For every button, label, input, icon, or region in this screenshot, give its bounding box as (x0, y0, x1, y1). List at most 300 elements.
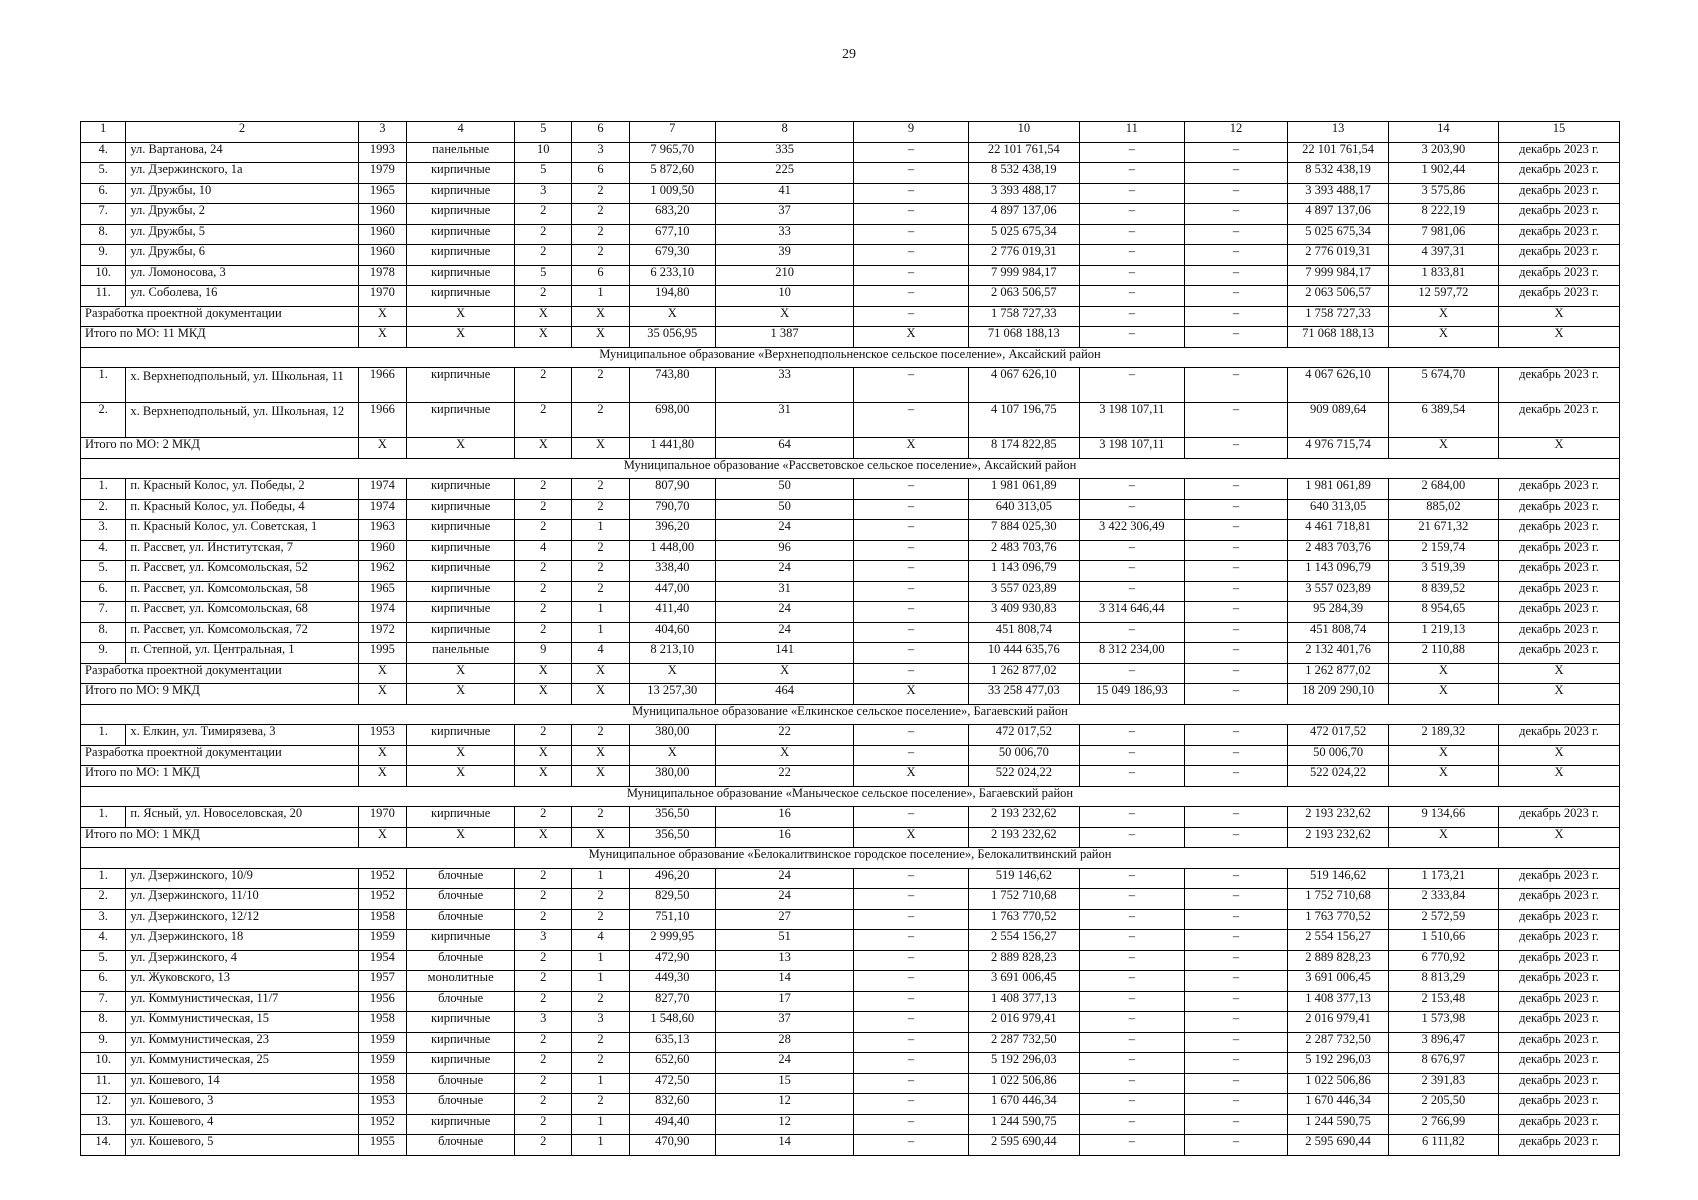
table-cell: 4 461 718,81 (1288, 520, 1388, 541)
row-number: 4. (81, 930, 126, 951)
table-cell: 3 393 488,17 (968, 183, 1079, 204)
table-cell: 64 (716, 438, 854, 459)
table-cell: 1970 (358, 807, 407, 828)
table-cell: X (407, 306, 515, 327)
table-cell: – (1184, 950, 1288, 971)
table-cell: 1 244 590,75 (1288, 1114, 1388, 1135)
table-cell: 7 999 984,17 (968, 265, 1079, 286)
address-cell: ул. Коммунистическая, 11/7 (126, 991, 358, 1012)
table-cell: 2 (515, 1053, 572, 1074)
table-cell: 3 691 006,45 (1288, 971, 1388, 992)
table-cell: 2 (572, 540, 629, 561)
table-cell: – (1079, 745, 1184, 766)
row-number: 2. (81, 403, 126, 438)
municipality-title: Муниципальное образование «Елкинское сельское поселение», Багаевский район (81, 704, 1620, 725)
table-cell: 698,00 (629, 403, 715, 438)
table-cell: 1 573,98 (1388, 1012, 1498, 1033)
table-cell: 8 312 234,00 (1079, 643, 1184, 664)
row-number: 6. (81, 971, 126, 992)
table-cell: – (854, 807, 968, 828)
table-cell: 1959 (358, 930, 407, 951)
table-cell: – (854, 889, 968, 910)
table-cell: 3 409 930,83 (968, 602, 1079, 623)
address-cell: ул. Дружбы, 6 (126, 245, 358, 266)
table-cell: 743,80 (629, 368, 715, 403)
table-cell: – (1184, 766, 1288, 787)
table-cell: 2 193 232,62 (968, 807, 1079, 828)
table-cell: блочные (407, 950, 515, 971)
address-cell: п. Ясный, ул. Новоселовская, 20 (126, 807, 358, 828)
table-cell: – (1079, 1114, 1184, 1135)
table-cell: 1 (572, 622, 629, 643)
table-cell: декабрь 2023 г. (1498, 622, 1619, 643)
table-cell: – (854, 1073, 968, 1094)
table-cell: кирпичные (407, 622, 515, 643)
table-cell: – (1184, 499, 1288, 520)
table-cell: 2 (515, 403, 572, 438)
table-cell: – (1079, 909, 1184, 930)
table-cell: 1 548,60 (629, 1012, 715, 1033)
table-cell: – (1079, 142, 1184, 163)
table-cell: 2 (572, 991, 629, 1012)
table-cell: 2 (572, 1094, 629, 1115)
table-cell: 2 (515, 224, 572, 245)
row-number: 5. (81, 561, 126, 582)
table-cell: 1958 (358, 1012, 407, 1033)
table-cell: – (854, 868, 968, 889)
table-cell: – (854, 540, 968, 561)
address-cell: п. Красный Колос, ул. Победы, 4 (126, 499, 358, 520)
table-cell: 2 333,84 (1388, 889, 1498, 910)
table-cell: 2 391,83 (1388, 1073, 1498, 1094)
table-cell: – (1184, 368, 1288, 403)
table-cell: 4 (515, 540, 572, 561)
table-cell: – (854, 663, 968, 684)
summary-row (81, 766, 1620, 787)
table-row (81, 991, 1620, 1012)
address-cell: ул. Дзержинского, 4 (126, 950, 358, 971)
table-cell: 1 448,00 (629, 540, 715, 561)
table-cell: 50 (716, 499, 854, 520)
table-cell: X (358, 766, 407, 787)
table-cell: 338,40 (629, 561, 715, 582)
table-cell: 1 408 377,13 (1288, 991, 1388, 1012)
table-cell: 2 (572, 581, 629, 602)
table-cell: X (572, 438, 629, 459)
table-cell: 472 017,52 (968, 725, 1079, 746)
table-cell: X (1498, 745, 1619, 766)
table-cell: 677,10 (629, 224, 715, 245)
column-header: 11 (1079, 122, 1184, 143)
table-cell: 1970 (358, 286, 407, 307)
table-cell: блочные (407, 1073, 515, 1094)
table-cell: – (1184, 183, 1288, 204)
table-cell: 1 262 877,02 (968, 663, 1079, 684)
column-header: 6 (572, 122, 629, 143)
summary-row (81, 684, 1620, 705)
table-cell: 3 (572, 142, 629, 163)
table-cell: X (515, 438, 572, 459)
column-header: 15 (1498, 122, 1619, 143)
table-cell: 4 897 137,06 (1288, 204, 1388, 225)
table-cell: 5 (515, 163, 572, 184)
address-cell: ул. Вартанова, 24 (126, 142, 358, 163)
table-cell: кирпичные (407, 725, 515, 746)
row-number: 1. (81, 868, 126, 889)
table-cell: X (1498, 663, 1619, 684)
table-cell: – (1184, 438, 1288, 459)
table-cell: 2 776 019,31 (1288, 245, 1388, 266)
table-cell: 356,50 (629, 827, 715, 848)
table-cell: кирпичные (407, 479, 515, 500)
table-cell: X (407, 663, 515, 684)
table-cell: – (854, 1094, 968, 1115)
table-cell: 14 (716, 971, 854, 992)
table-row (81, 971, 1620, 992)
table-cell: X (629, 663, 715, 684)
table-row (81, 1094, 1620, 1115)
table-cell: 2 (515, 204, 572, 225)
table-cell: 15 (716, 1073, 854, 1094)
column-header: 3 (358, 122, 407, 143)
table-cell: – (854, 643, 968, 664)
table-cell: X (716, 306, 854, 327)
table-cell: – (1079, 183, 1184, 204)
table-cell: – (1184, 520, 1288, 541)
table-cell: X (572, 327, 629, 348)
table-cell: 519 146,62 (1288, 868, 1388, 889)
row-number: 9. (81, 643, 126, 664)
table-cell: 1 670 446,34 (1288, 1094, 1388, 1115)
table-cell: 1953 (358, 1094, 407, 1115)
table-cell: 4 107 196,75 (968, 403, 1079, 438)
address-cell: ул. Коммунистическая, 23 (126, 1032, 358, 1053)
table-cell: 5 872,60 (629, 163, 715, 184)
table-cell: 1 510,66 (1388, 930, 1498, 951)
table-cell: 24 (716, 561, 854, 582)
table-cell: 1957 (358, 971, 407, 992)
table-cell: 335 (716, 142, 854, 163)
column-header: 13 (1288, 122, 1388, 143)
table-cell: – (1079, 306, 1184, 327)
table-row (81, 581, 1620, 602)
table-cell: X (854, 827, 968, 848)
table-cell: 1 262 877,02 (1288, 663, 1388, 684)
row-number: 2. (81, 499, 126, 520)
table-cell: – (854, 1135, 968, 1156)
table-cell: декабрь 2023 г. (1498, 1053, 1619, 1074)
table-cell: 95 284,39 (1288, 602, 1388, 623)
table-cell: 451 808,74 (968, 622, 1079, 643)
table-row (81, 1032, 1620, 1053)
table-cell: 496,20 (629, 868, 715, 889)
address-cell: ул. Кошевого, 5 (126, 1135, 358, 1156)
table-cell: 4 067 626,10 (1288, 368, 1388, 403)
table-cell: 8 532 438,19 (968, 163, 1079, 184)
table-cell: кирпичные (407, 1053, 515, 1074)
table-cell: 2 483 703,76 (1288, 540, 1388, 561)
table-cell: кирпичные (407, 807, 515, 828)
table-cell: – (1079, 725, 1184, 746)
table-row (81, 142, 1620, 163)
table-cell: 3 (572, 1012, 629, 1033)
address-cell: п. Рассвет, ул. Комсомольская, 58 (126, 581, 358, 602)
column-header: 1 (81, 122, 126, 143)
column-header: 2 (126, 122, 358, 143)
table-cell: – (1079, 766, 1184, 787)
table-cell: 1958 (358, 909, 407, 930)
table-cell: – (1184, 643, 1288, 664)
row-number: 1. (81, 807, 126, 828)
row-number: 1. (81, 725, 126, 746)
table-cell: 4 397,31 (1388, 245, 1498, 266)
table-cell: – (1079, 950, 1184, 971)
table-cell: декабрь 2023 г. (1498, 950, 1619, 971)
address-cell: ул. Дзержинского, 11/10 (126, 889, 358, 910)
table-cell: декабрь 2023 г. (1498, 204, 1619, 225)
table-cell: декабрь 2023 г. (1498, 368, 1619, 403)
table-cell: 31 (716, 403, 854, 438)
table-cell: – (1079, 1032, 1184, 1053)
table-cell: 679,30 (629, 245, 715, 266)
table-cell: – (854, 602, 968, 623)
table-cell: кирпичные (407, 1012, 515, 1033)
table-cell: кирпичные (407, 561, 515, 582)
table-cell: кирпичные (407, 245, 515, 266)
table-cell: 2 (515, 971, 572, 992)
table-cell: – (1079, 971, 1184, 992)
table-cell: 6 111,82 (1388, 1135, 1498, 1156)
row-number: 7. (81, 991, 126, 1012)
table-cell: 2 776 019,31 (968, 245, 1079, 266)
table-cell: 2 016 979,41 (968, 1012, 1079, 1033)
table-cell: – (854, 479, 968, 500)
section-header-row (81, 458, 1620, 479)
table-cell: 2 (515, 622, 572, 643)
table-cell: 2 (515, 245, 572, 266)
table-cell: 2 (515, 909, 572, 930)
table-cell: 210 (716, 265, 854, 286)
row-number: 10. (81, 1053, 126, 1074)
table-cell: 2 159,74 (1388, 540, 1498, 561)
table-cell: 2 (572, 725, 629, 746)
table-cell: 2 572,59 (1388, 909, 1498, 930)
table-cell: 2 (515, 1114, 572, 1135)
table-body (81, 122, 1620, 1156)
table-cell: 2 189,32 (1388, 725, 1498, 746)
table-cell: декабрь 2023 г. (1498, 265, 1619, 286)
table-cell: 2 (572, 1032, 629, 1053)
table-cell: – (854, 306, 968, 327)
table-cell: X (572, 663, 629, 684)
table-cell: – (1079, 581, 1184, 602)
table-cell: – (1184, 725, 1288, 746)
table-cell: X (629, 745, 715, 766)
row-number: 4. (81, 540, 126, 561)
table-cell: 1993 (358, 142, 407, 163)
table-cell: – (1184, 1053, 1288, 1074)
table-cell: 1 981 061,89 (1288, 479, 1388, 500)
table-cell: 1 408 377,13 (968, 991, 1079, 1012)
address-cell: х. Верхнеподпольный, ул. Школьная, 12 (126, 403, 358, 438)
section-header-row (81, 786, 1620, 807)
table-cell: 1 981 061,89 (968, 479, 1079, 500)
table-cell: X (358, 745, 407, 766)
table-cell: X (358, 438, 407, 459)
table-cell: кирпичные (407, 1032, 515, 1053)
table-cell: X (407, 327, 515, 348)
table-cell: декабрь 2023 г. (1498, 479, 1619, 500)
table-cell: декабрь 2023 г. (1498, 499, 1619, 520)
table-cell: 2 016 979,41 (1288, 1012, 1388, 1033)
table-row (81, 725, 1620, 746)
municipality-title: Муниципальное образование «Верхнеподпольненское сельское поселение», Аксайский район (81, 347, 1620, 368)
table-cell: – (854, 1032, 968, 1053)
table-cell: 1 441,80 (629, 438, 715, 459)
table-cell: 22 (716, 725, 854, 746)
table-cell: 10 (515, 142, 572, 163)
address-cell: ул. Дзержинского, 12/12 (126, 909, 358, 930)
table-row (81, 520, 1620, 541)
address-cell: х. Елкин, ул. Тимирязева, 3 (126, 725, 358, 746)
table-cell: 1 763 770,52 (968, 909, 1079, 930)
table-row (81, 183, 1620, 204)
table-cell: 472 017,52 (1288, 725, 1388, 746)
table-cell: декабрь 2023 г. (1498, 1135, 1619, 1156)
table-cell: монолитные (407, 971, 515, 992)
table-row (81, 479, 1620, 500)
summary-label: Итого по МО: 9 МКД (81, 684, 359, 705)
table-cell: 1958 (358, 1073, 407, 1094)
table-cell: – (1079, 224, 1184, 245)
table-cell: – (1184, 581, 1288, 602)
table-cell: 451 808,74 (1288, 622, 1388, 643)
table-cell: 2 595 690,44 (968, 1135, 1079, 1156)
table-cell: 829,50 (629, 889, 715, 910)
table-cell: 71 068 188,13 (1288, 327, 1388, 348)
table-cell: блочные (407, 889, 515, 910)
table-cell: – (1184, 991, 1288, 1012)
table-cell: X (1498, 766, 1619, 787)
table-cell: 1960 (358, 204, 407, 225)
municipality-title: Муниципальное образование «Маныческое сельское поселение», Багаевский район (81, 786, 1620, 807)
table-cell: 2 483 703,76 (968, 540, 1079, 561)
table-cell: 640 313,05 (1288, 499, 1388, 520)
table-cell: – (1079, 286, 1184, 307)
table-cell: декабрь 2023 г. (1498, 1094, 1619, 1115)
address-cell: п. Красный Колос, ул. Победы, 2 (126, 479, 358, 500)
table-cell: – (1079, 868, 1184, 889)
table-cell: 396,20 (629, 520, 715, 541)
table-cell: кирпичные (407, 403, 515, 438)
table-cell: X (515, 827, 572, 848)
table-cell: 1959 (358, 1053, 407, 1074)
table-cell: 2 (572, 245, 629, 266)
table-cell: – (1079, 663, 1184, 684)
table-cell: 14 (716, 1135, 854, 1156)
table-cell: 2 554 156,27 (1288, 930, 1388, 951)
table-cell: 2 (515, 602, 572, 623)
table-cell: 494,40 (629, 1114, 715, 1135)
table-cell: 1 244 590,75 (968, 1114, 1079, 1135)
table-cell: 9 134,66 (1388, 807, 1498, 828)
table-cell: X (358, 684, 407, 705)
row-number: 14. (81, 1135, 126, 1156)
table-cell: 194,80 (629, 286, 715, 307)
table-cell: 470,90 (629, 1135, 715, 1156)
table-cell: X (572, 306, 629, 327)
table-cell: 3 (515, 183, 572, 204)
table-cell: – (1184, 745, 1288, 766)
table-cell: X (515, 306, 572, 327)
table-cell: 1 219,13 (1388, 622, 1498, 643)
table-cell: 2 (572, 909, 629, 930)
table-cell: декабрь 2023 г. (1498, 540, 1619, 561)
table-cell: X (854, 327, 968, 348)
table-cell: – (854, 265, 968, 286)
table-cell: 1 (572, 1114, 629, 1135)
table-cell: декабрь 2023 г. (1498, 581, 1619, 602)
table-cell: 22 101 761,54 (1288, 142, 1388, 163)
table-cell: X (629, 306, 715, 327)
table-cell: 1 (572, 286, 629, 307)
table-cell: 519 146,62 (968, 868, 1079, 889)
table-cell: – (1184, 306, 1288, 327)
address-cell: ул. Коммунистическая, 15 (126, 1012, 358, 1033)
column-header: 8 (716, 122, 854, 143)
table-cell: декабрь 2023 г. (1498, 725, 1619, 746)
table-cell: 464 (716, 684, 854, 705)
table-cell: X (358, 327, 407, 348)
table-cell: 380,00 (629, 725, 715, 746)
table-cell: 1972 (358, 622, 407, 643)
table-cell: 2 (515, 368, 572, 403)
summary-row (81, 827, 1620, 848)
column-header: 9 (854, 122, 968, 143)
table-cell: 1 (572, 868, 629, 889)
table-cell: 24 (716, 868, 854, 889)
table-cell: 1 009,50 (629, 183, 715, 204)
table-cell: 71 068 188,13 (968, 327, 1079, 348)
table-cell: 635,13 (629, 1032, 715, 1053)
table-cell: 2 (572, 889, 629, 910)
table-cell: 24 (716, 622, 854, 643)
table-cell: – (1184, 265, 1288, 286)
table-cell: 3 198 107,11 (1079, 438, 1184, 459)
table-row (81, 368, 1620, 403)
table-cell: 2 063 506,57 (968, 286, 1079, 307)
table-cell: – (1184, 1032, 1288, 1053)
table-row (81, 909, 1620, 930)
table-cell: 13 257,30 (629, 684, 715, 705)
table-cell: блочные (407, 1135, 515, 1156)
table-cell: 1 758 727,33 (968, 306, 1079, 327)
table-cell: 3 519,39 (1388, 561, 1498, 582)
table-cell: 28 (716, 1032, 854, 1053)
table-row (81, 950, 1620, 971)
table-cell: 1960 (358, 224, 407, 245)
table-cell: 8 532 438,19 (1288, 163, 1388, 184)
table-cell: – (854, 622, 968, 643)
table-cell: 15 049 186,93 (1079, 684, 1184, 705)
table-cell: 7 999 984,17 (1288, 265, 1388, 286)
table-cell: 522 024,22 (1288, 766, 1388, 787)
table-cell: – (854, 991, 968, 1012)
table-cell: X (407, 438, 515, 459)
table-cell: – (854, 286, 968, 307)
table-cell: декабрь 2023 г. (1498, 909, 1619, 930)
table-cell: – (1079, 1094, 1184, 1115)
